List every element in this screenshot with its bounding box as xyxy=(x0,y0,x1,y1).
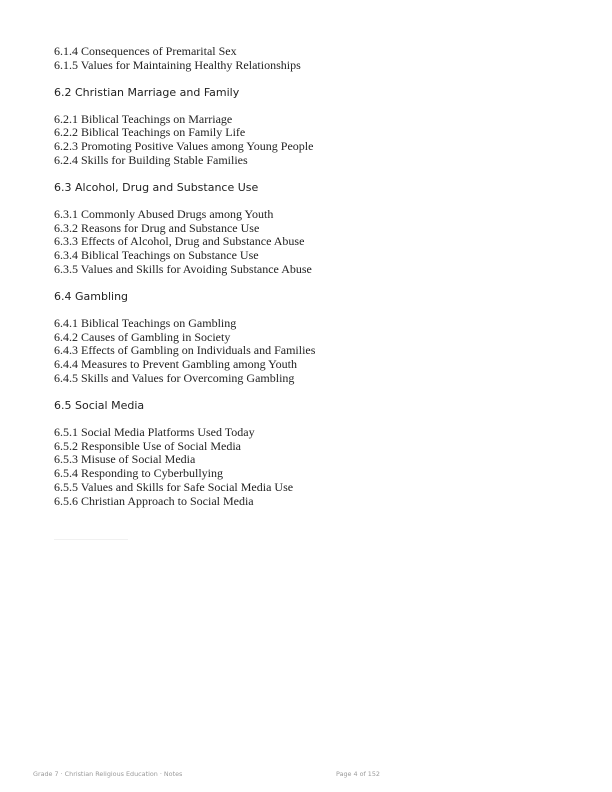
toc-item: 6.5.4 Responding to Cyberbullying xyxy=(54,466,223,481)
section-6-4 xyxy=(54,290,574,386)
toc-item: 6.5.2 Responsible Use of Social Media xyxy=(54,438,241,453)
divider xyxy=(54,539,128,540)
toc-item: 6.4.4 Measures to Prevent Gambling among Youth xyxy=(54,357,297,372)
section-heading: 6.3 Alcohol, Drug and Substance Use xyxy=(54,180,259,194)
section-heading: 6.5 Social Media xyxy=(54,398,145,412)
toc-item: 6.3.3 Effects of Alcohol, Drug and Substance Abuse xyxy=(54,234,305,249)
toc-item: 6.2.2 Biblical Teachings on Family Life xyxy=(54,125,246,140)
toc-item: 6.4.5 Skills and Values for Overcoming Gambling xyxy=(54,370,295,385)
section-6-5 xyxy=(54,399,574,509)
toc-item: 6.5.3 Misuse of Social Media xyxy=(54,452,196,467)
toc-item: 6.5.6 Christian Approach to Social Media xyxy=(54,493,254,508)
toc-item: 6.3.1 Commonly Abused Drugs among Youth xyxy=(54,206,274,221)
toc-item: 6.4.3 Effects of Gambling on Individuals and Families xyxy=(54,343,316,358)
section-heading: 6.4 Gambling xyxy=(54,289,129,303)
toc-item: 6.4.1 Biblical Teachings on Gambling xyxy=(54,315,237,330)
toc-item: 6.3.4 Biblical Teachings on Substance Use xyxy=(54,248,259,263)
toc-item: 6.2.3 Promoting Positive Values among Young People xyxy=(54,139,314,154)
section-6-3 xyxy=(54,181,574,277)
toc-item: 6.2.4 Skills for Building Stable Families xyxy=(54,152,248,167)
footer-page-number: Page 4 of 152 xyxy=(336,770,380,778)
section-heading: 6.2 Christian Marriage and Family xyxy=(54,85,240,99)
toc-item: 6.1.4 Consequences of Premarital Sex xyxy=(54,44,237,58)
section-6-1-continued xyxy=(54,45,574,73)
toc-item: 6.3.2 Reasons for Drug and Substance Use xyxy=(54,220,260,235)
toc-item: 6.4.2 Causes of Gambling in Society xyxy=(54,329,231,344)
toc-item: 6.3.5 Values and Skills for Avoiding Substance Abuse xyxy=(54,261,312,276)
toc-item: 6.5.1 Social Media Platforms Used Today xyxy=(54,424,255,439)
section-6-2 xyxy=(54,86,574,168)
toc-item: 6.1.5 Values for Maintaining Healthy Relationships xyxy=(54,57,301,72)
footer-document-title: Grade 7 · Christian Religious Education · Notes xyxy=(33,770,183,778)
toc-item: 6.5.5 Values and Skills for Safe Social Media Use xyxy=(54,479,294,494)
toc-item: 6.2.1 Biblical Teachings on Marriage xyxy=(54,111,233,126)
table-of-contents xyxy=(54,45,574,509)
